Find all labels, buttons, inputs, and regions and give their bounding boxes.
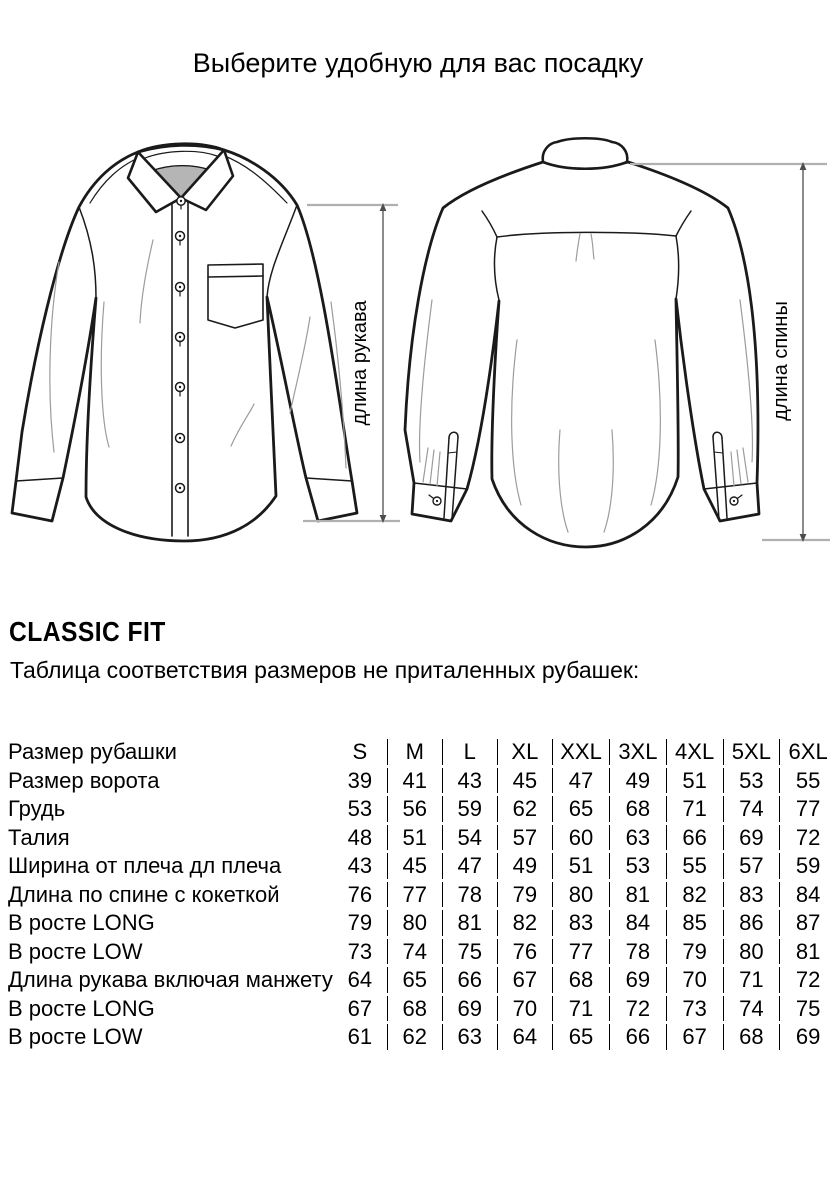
size-table-cell: 83 (552, 910, 609, 936)
size-table-cell: 45 (497, 768, 552, 794)
fit-section-subtitle: Таблица соответствия размеров не приталенных рубашек: (10, 657, 640, 683)
size-table-cell: 82 (497, 910, 552, 936)
size-table-cell: 55 (779, 768, 836, 794)
size-table-cell: 84 (609, 910, 666, 936)
size-table-cell: 83 (723, 882, 780, 908)
size-table-row (8, 996, 836, 1022)
size-table-cell: 79 (666, 939, 723, 965)
size-table-cell: 51 (666, 768, 723, 794)
size-table-cell: 43 (347, 853, 373, 878)
size-table-row-label: Грудь (8, 796, 66, 821)
size-table-row-label: Длина рукава включая манжету (8, 967, 333, 992)
size-table-cell: 68 (552, 967, 609, 993)
size-table-cell: 55 (666, 853, 723, 879)
size-table-row (8, 1024, 836, 1050)
size-chart-table (8, 736, 836, 1053)
size-table-cell: 60 (552, 825, 609, 851)
size-table-cell: 80 (723, 939, 780, 965)
size-table-cell: 77 (552, 939, 609, 965)
size-table-cell: 4XL (666, 739, 723, 765)
shirt-back-drawing (405, 138, 759, 547)
size-table-cell: 76 (497, 939, 552, 965)
size-table-cell: 66 (666, 825, 723, 851)
size-table-cell: 51 (387, 825, 442, 851)
size-table-row (8, 939, 836, 965)
size-table-row-label: Талия (8, 824, 70, 850)
size-table-cell: 6XL (779, 739, 836, 765)
size-table-cell: 80 (387, 910, 442, 936)
size-table-row (8, 882, 836, 908)
size-table-row (8, 910, 836, 936)
size-table-row (8, 739, 836, 765)
size-table-cell: 73 (666, 996, 723, 1022)
size-table-cell: 80 (552, 882, 609, 908)
size-table-cell: 81 (779, 939, 836, 965)
size-table-cell: 75 (779, 996, 836, 1022)
size-table-cell: 77 (779, 796, 836, 822)
size-table-cell: 61 (347, 1024, 373, 1049)
size-table-cell: XL (497, 739, 552, 765)
size-table-cell: 81 (442, 910, 497, 936)
size-table-cell: S (352, 739, 368, 764)
size-table-cell: 71 (552, 996, 609, 1022)
size-table-cell: 64 (347, 967, 373, 992)
size-table-row-label: Размер рубашки (8, 739, 177, 764)
size-table-row-label: В росте LONG (8, 910, 155, 935)
size-table-row-label: В росте LOW (8, 938, 143, 964)
size-table-cell: 67 (347, 995, 373, 1021)
size-table-cell: 63 (609, 825, 666, 851)
size-table-cell: 71 (666, 796, 723, 822)
size-table-cell: 47 (442, 853, 497, 879)
size-table-cell: 74 (723, 796, 780, 822)
size-table-cell: 59 (442, 796, 497, 822)
size-table-cell: 73 (347, 938, 373, 964)
size-table-cell: 48 (347, 824, 373, 850)
size-table-cell: 62 (387, 1024, 442, 1050)
size-table-cell: 77 (387, 882, 442, 908)
size-table-cell: 65 (552, 1024, 609, 1050)
size-table-cell: 70 (666, 967, 723, 993)
fit-section-heading: CLASSIC FIT (9, 616, 166, 647)
size-table-cell: 57 (723, 853, 780, 879)
size-table-cell: 68 (723, 1024, 780, 1050)
size-table-cell: 72 (609, 996, 666, 1022)
size-table-row (8, 768, 836, 794)
size-table-row-label: Длина по спине с кокеткой (8, 881, 280, 907)
size-table-cell: 5XL (723, 739, 780, 765)
size-table-cell: 69 (442, 996, 497, 1022)
size-table-cell: 59 (779, 853, 836, 879)
size-table-row-label: Ширина от плеча дл плеча (8, 853, 282, 878)
size-table-cell: 67 (666, 1024, 723, 1050)
size-table-cell: L (442, 739, 497, 765)
size-table-cell: 53 (347, 796, 373, 821)
size-table-row-label: Размер ворота (8, 767, 160, 793)
size-table-cell: M (387, 739, 442, 765)
size-table-cell: 41 (387, 768, 442, 794)
size-table-cell: XXL (552, 739, 609, 765)
sleeve-length-label: длина рукава (349, 300, 371, 426)
size-table-cell: 78 (609, 939, 666, 965)
size-table-cell: 68 (609, 796, 666, 822)
size-table-cell: 74 (723, 996, 780, 1022)
size-table-cell: 75 (442, 939, 497, 965)
back-length-label: длина спины (770, 301, 792, 421)
size-table-cell: 47 (552, 768, 609, 794)
size-table-cell: 72 (779, 967, 836, 993)
size-table-cell: 49 (497, 853, 552, 879)
size-table-body (8, 739, 836, 1050)
size-table-cell: 3XL (609, 739, 666, 765)
size-table-cell: 72 (779, 825, 836, 851)
size-table-cell: 69 (779, 1024, 836, 1050)
size-table-cell: 85 (666, 910, 723, 936)
size-table-cell: 87 (779, 910, 836, 936)
size-table-cell: 67 (497, 967, 552, 993)
size-table-row (8, 796, 836, 822)
size-table-cell: 62 (497, 796, 552, 822)
size-table-cell: 86 (723, 910, 780, 936)
size-table-row-label: В росте LONG (8, 995, 155, 1021)
size-table-cell: 78 (442, 882, 497, 908)
size-table-cell: 53 (609, 853, 666, 879)
size-table-cell: 56 (387, 796, 442, 822)
size-table-row (8, 825, 836, 851)
size-table-cell: 51 (552, 853, 609, 879)
size-table-cell: 71 (723, 967, 780, 993)
size-table-cell: 65 (552, 796, 609, 822)
page-title: Выберите удобную для вас посадку (192, 48, 644, 78)
size-table-cell: 68 (387, 996, 442, 1022)
size-table-cell: 76 (347, 881, 373, 907)
size-table-cell: 74 (387, 939, 442, 965)
size-table-cell: 69 (609, 967, 666, 993)
size-table-cell: 43 (442, 768, 497, 794)
size-table-cell: 70 (497, 996, 552, 1022)
size-table-cell: 79 (347, 910, 373, 935)
size-table-cell: 84 (779, 882, 836, 908)
size-table-cell: 79 (497, 882, 552, 908)
size-table-cell: 81 (609, 882, 666, 908)
size-table-cell: 66 (609, 1024, 666, 1050)
size-table-cell: 69 (723, 825, 780, 851)
size-table-cell: 45 (387, 853, 442, 879)
size-table-row (8, 853, 836, 879)
size-table-row (8, 967, 836, 993)
back-collar (543, 138, 628, 169)
size-table-cell: 63 (442, 1024, 497, 1050)
size-table-cell: 66 (442, 967, 497, 993)
shirt-front-drawing (12, 144, 357, 541)
size-table-cell: 54 (442, 825, 497, 851)
size-table-cell: 53 (723, 768, 780, 794)
size-table-cell: 64 (497, 1024, 552, 1050)
size-table-cell: 57 (497, 825, 552, 851)
size-table-cell: 49 (609, 768, 666, 794)
size-table-cell: 82 (666, 882, 723, 908)
size-table-row-label: В росте LOW (8, 1024, 143, 1049)
size-table-cell: 65 (387, 967, 442, 993)
size-table-cell: 39 (347, 767, 373, 793)
